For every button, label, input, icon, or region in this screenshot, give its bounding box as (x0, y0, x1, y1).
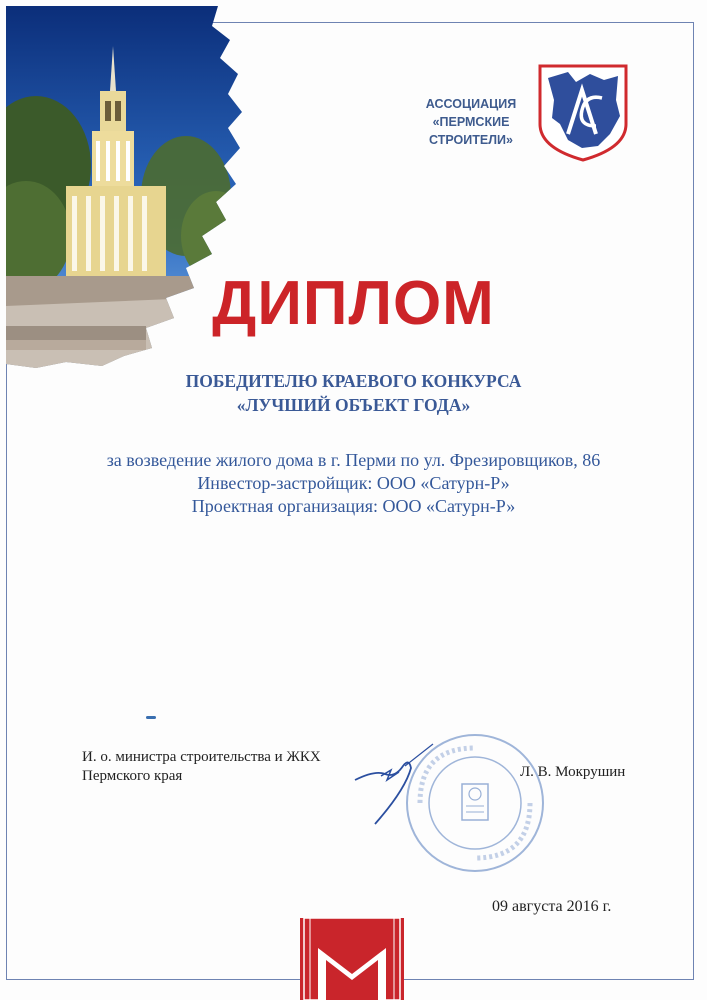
association-line-3: СТРОИТЕЛИ» (429, 133, 513, 147)
body-line-2: Инвестор-застройщик: ООО «Сатурн-Р» (197, 473, 510, 493)
association-line-2: «ПЕРМСКИЕ (432, 115, 510, 129)
signatory-role-line-2: Пермского края (82, 768, 183, 784)
association-line-1: АССОЦИАЦИЯ (425, 97, 517, 111)
bottom-emblem-icon (300, 918, 404, 1000)
signature-icon (345, 740, 435, 830)
subtitle-line-2: «ЛУЧШИЙ ОБЪЕКТ ГОДА» (236, 395, 471, 415)
body-line-1: за возведение жилого дома в г. Перми по ул. Фрезировщиков, 86 (106, 450, 601, 470)
subtitle-line-1: ПОБЕДИТЕЛЮ КРАЕВОГО КОНКУРСА (185, 371, 522, 391)
association-emblem-icon (538, 64, 628, 162)
body-line-3: Проектная организация: ООО «Сатурн-Р» (191, 496, 516, 516)
signatory-name: Л. В. Мокрушин (520, 764, 626, 780)
association-name (412, 95, 530, 149)
signatory-role (82, 748, 321, 786)
diploma-title: ДИПЛОМ (212, 269, 495, 338)
signatory-role-line-1: И. о. министра строительства и ЖКХ (82, 749, 321, 765)
ink-mark (146, 716, 156, 719)
issue-date: 09 августа 2016 г. (492, 898, 612, 915)
